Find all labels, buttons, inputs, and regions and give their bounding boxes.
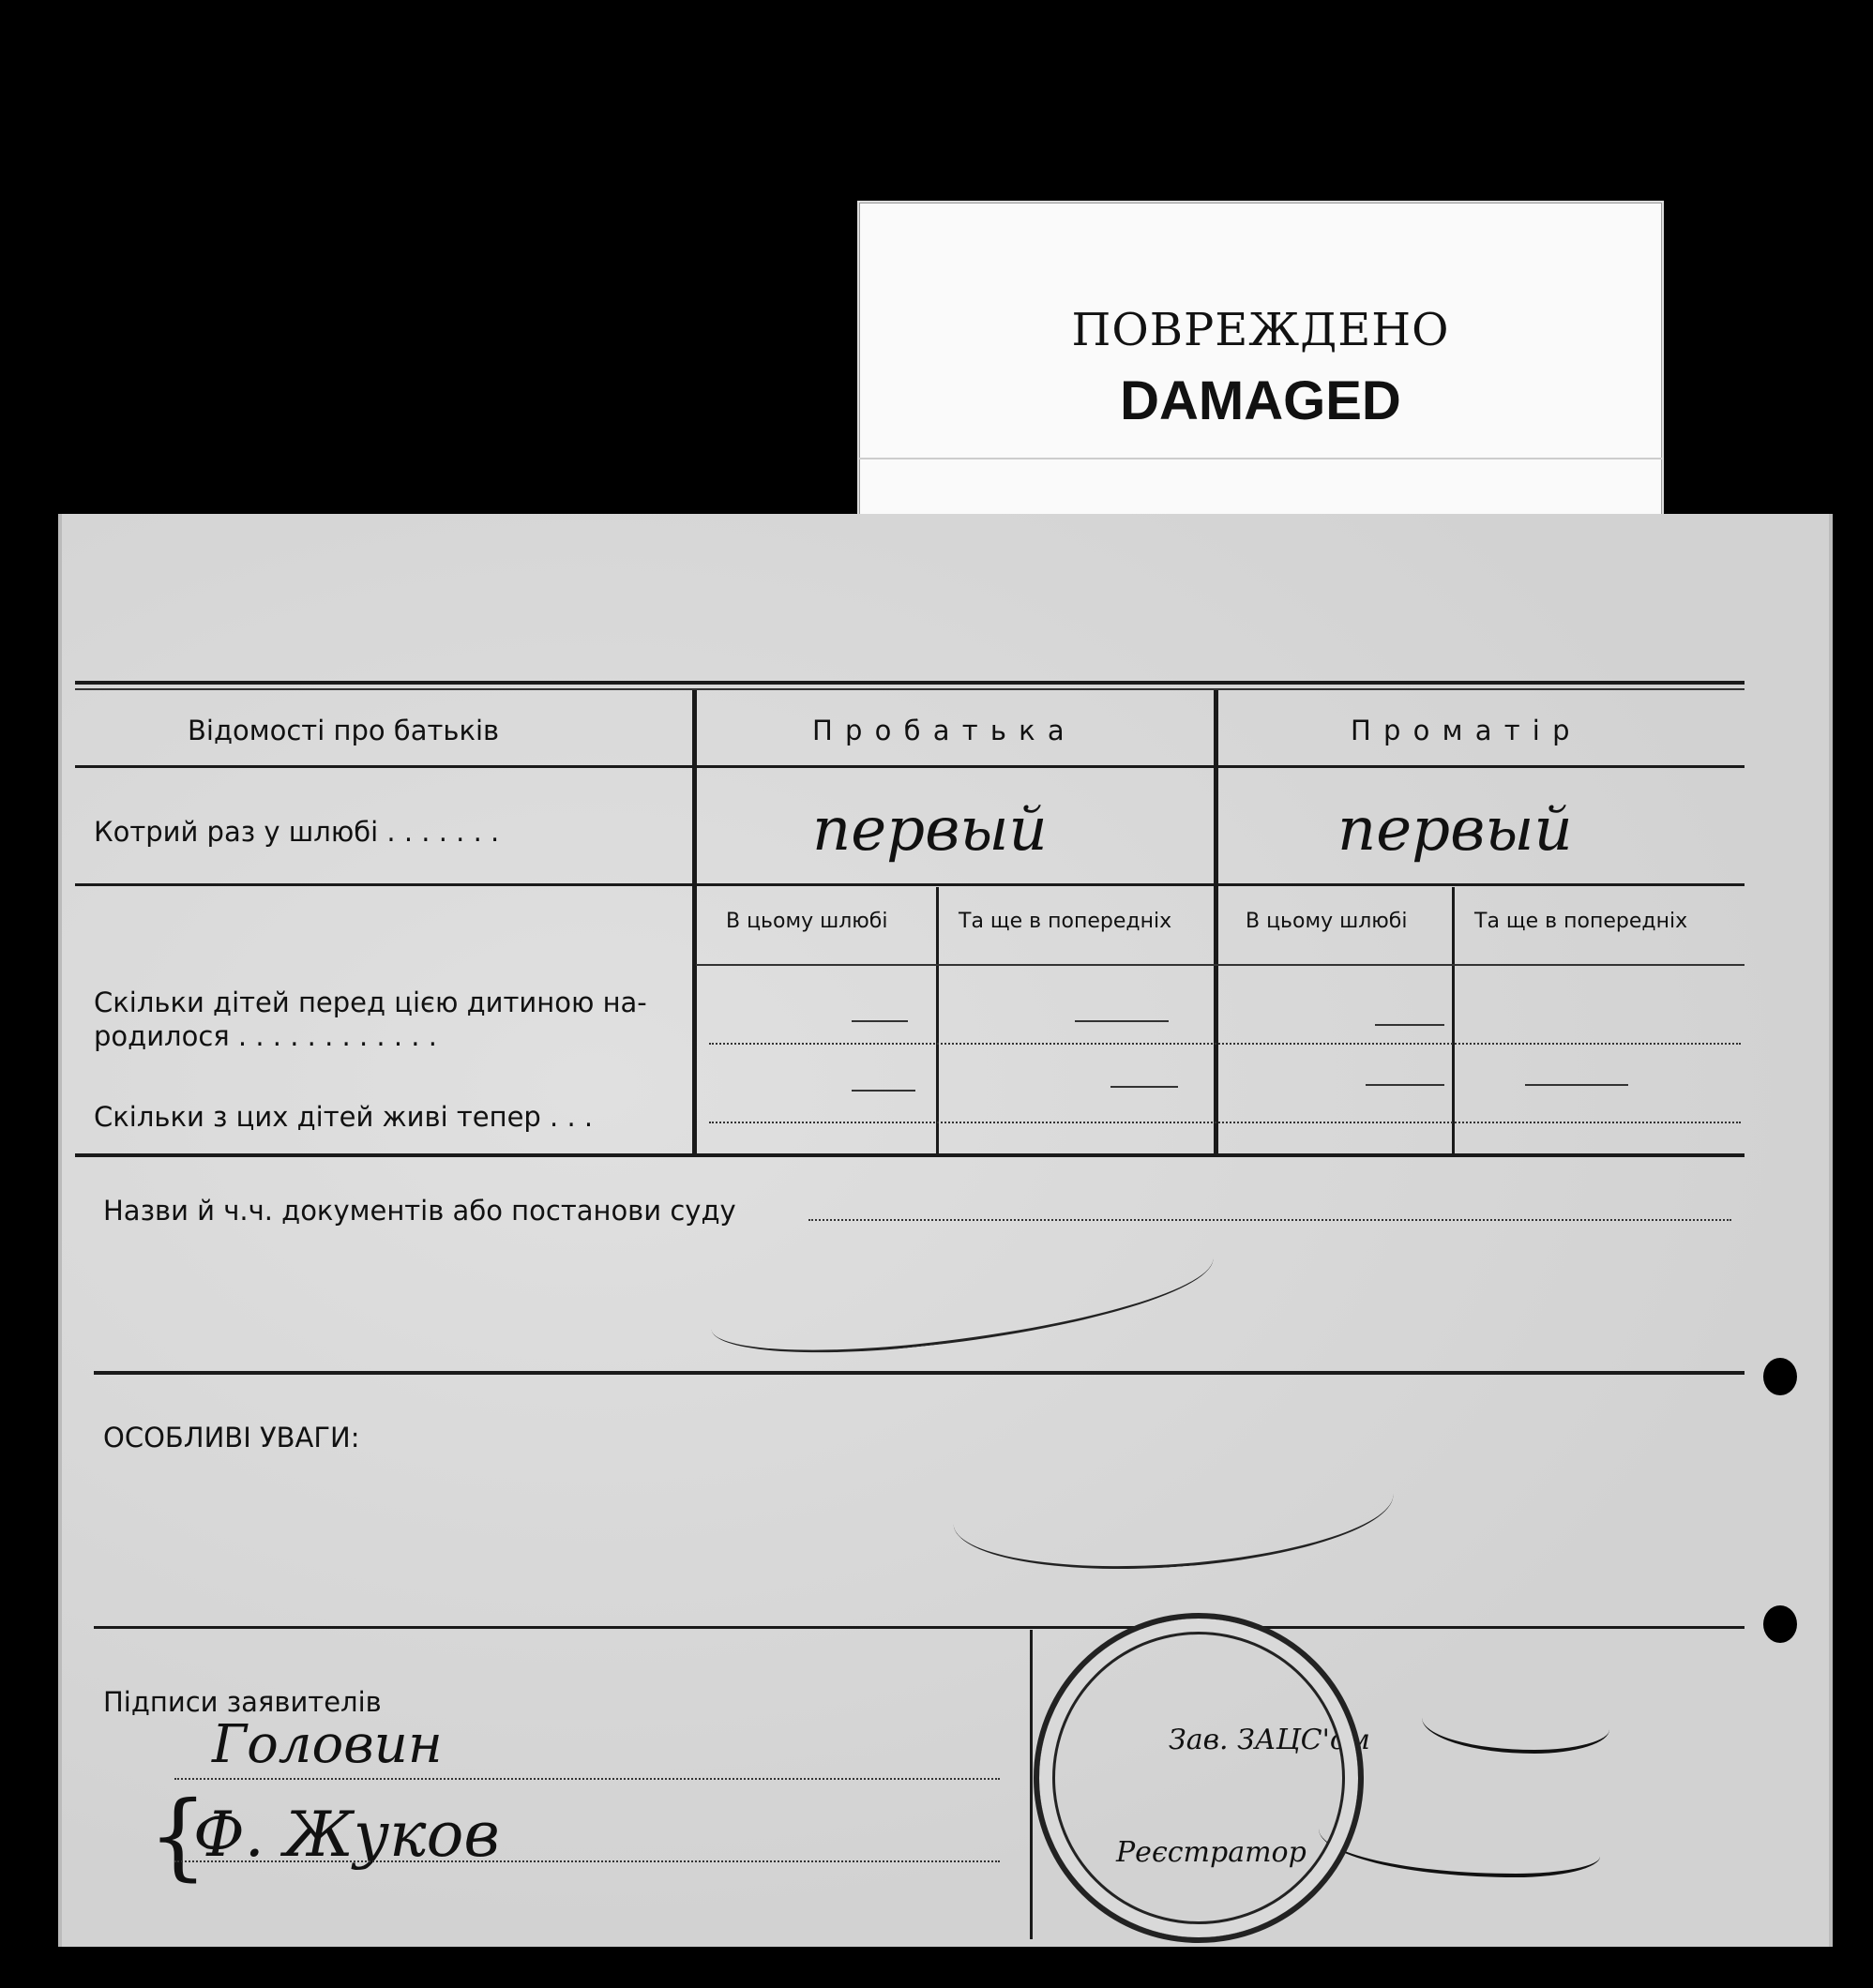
- children-alive-label: Скільки з цих дітей живі тепер . . .: [94, 1101, 594, 1133]
- children-born-row-dots: [709, 1043, 1741, 1045]
- mother-marriage-value: первый: [1337, 795, 1573, 865]
- signature-2: Ф. Жуков: [193, 1799, 500, 1871]
- documents-bottom-rule: [94, 1371, 1745, 1375]
- documents-dash-mark: [705, 1219, 1219, 1368]
- zags-signature-mark: [1422, 1694, 1609, 1754]
- dash-born-mother-this: [1375, 1024, 1444, 1026]
- header-row-bottom: [75, 765, 1745, 768]
- special-notes-dash-mark: [949, 1437, 1397, 1582]
- dash-alive-father-prev: [1110, 1086, 1178, 1088]
- registrar-label: Реєстратор: [1116, 1836, 1307, 1869]
- documents-label: Назви й ч.ч. документів або постанови суду: [103, 1195, 736, 1227]
- punch-hole-2: [1763, 1605, 1797, 1643]
- special-notes-label: ОСОБЛИВІ УВАГИ:: [103, 1422, 360, 1453]
- signature-2-line: [174, 1860, 1000, 1862]
- punch-hole-1: [1763, 1358, 1797, 1395]
- dash-alive-mother-this: [1366, 1084, 1444, 1086]
- sub-this-marriage-father: В цьому шлюбі: [726, 910, 888, 933]
- signatures-label: Підписи заявителів: [103, 1686, 382, 1718]
- documents-dots: [808, 1219, 1731, 1221]
- sub-previous-mother: Та ще в попередніх: [1474, 910, 1688, 933]
- sub-header-bottom: [696, 964, 1745, 966]
- mother-header: П р о м а т і р: [1351, 715, 1572, 746]
- children-born-label-2: родилося . . . . . . . . . . . .: [94, 1020, 437, 1052]
- signature-1: Головин: [212, 1714, 443, 1775]
- table-bottom-rule: [75, 1153, 1745, 1157]
- col-divider-3: [936, 887, 939, 1153]
- signature-brace: {: [148, 1781, 208, 1890]
- father-marriage-value: первый: [812, 795, 1048, 865]
- father-header: П р о б а т ь к а: [812, 715, 1066, 746]
- damaged-label-ru: ПОВРЕЖДЕНО: [1071, 304, 1450, 356]
- damaged-label-card: [857, 201, 1664, 523]
- marriage-row-label: Котрий раз у шлюбі . . . . . . .: [94, 816, 500, 848]
- zags-label: Зав. ЗАЦС'ом: [1169, 1724, 1370, 1756]
- table-top-rule: [75, 681, 1745, 685]
- col-divider-1: [692, 690, 697, 1153]
- form-sheet: [58, 514, 1833, 1947]
- children-born-label-1: Скільки дітей перед цією дитиною на-: [94, 986, 647, 1018]
- col-divider-2: [1214, 690, 1218, 1153]
- damaged-label-en: DAMAGED: [1120, 370, 1401, 431]
- special-notes-bottom-rule: [94, 1626, 1745, 1629]
- dash-born-father-this: [852, 1020, 908, 1022]
- registrar-signature-mark: [1319, 1808, 1600, 1877]
- dash-alive-mother-prev: [1525, 1084, 1628, 1086]
- parents-header: Відомості про батьків: [188, 715, 500, 746]
- col-divider-4: [1452, 887, 1455, 1153]
- sub-previous-father: Та ще в попередніх: [959, 910, 1172, 933]
- table-top-rule-2: [75, 688, 1745, 690]
- signature-divider: [1030, 1630, 1033, 1939]
- sub-this-marriage-mother: В цьому шлюбі: [1246, 910, 1408, 933]
- marriage-row-bottom: [75, 883, 1745, 886]
- card-fold-line: [859, 458, 1662, 459]
- children-alive-row-dots: [709, 1122, 1741, 1123]
- official-stamp: [1034, 1613, 1364, 1943]
- dash-alive-father-this: [852, 1090, 915, 1092]
- dash-born-father-prev: [1075, 1020, 1169, 1022]
- signature-1-line: [174, 1778, 1000, 1780]
